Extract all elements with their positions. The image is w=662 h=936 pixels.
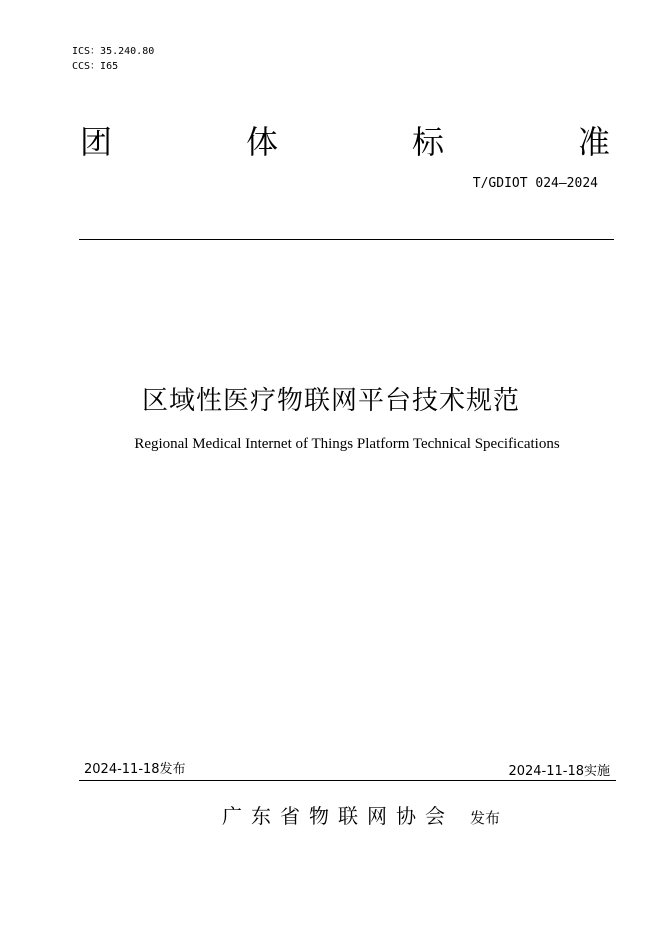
classification-codes bbox=[72, 44, 154, 74]
document-title-chinese: 区域性医疗物联网平台技术规范 bbox=[141, 386, 520, 416]
standard-type-heading bbox=[80, 118, 610, 162]
bottom-divider bbox=[79, 780, 616, 781]
document-title-english: Regional Medical Internet of Things Platform Technical Specifications bbox=[134, 436, 560, 452]
standard-type-char: 标 bbox=[411, 123, 444, 161]
standard-type-char: 准 bbox=[577, 123, 610, 161]
publish-date: 2024-11-18发布 bbox=[84, 762, 186, 777]
issuer-action: 发布 bbox=[470, 809, 501, 827]
ccs-code: CCS：I65 bbox=[72, 61, 119, 72]
implementation-date: 2024-11-18实施 bbox=[508, 764, 610, 779]
issuer-name: 广东省物联网协会 bbox=[222, 804, 454, 828]
standard-number: T/GDIOT 024—2024 bbox=[472, 176, 598, 191]
standard-type-char: 体 bbox=[245, 123, 278, 161]
top-divider bbox=[79, 239, 614, 240]
ics-code: ICS：35.240.80 bbox=[72, 46, 155, 57]
issuer-line bbox=[222, 800, 500, 829]
standard-type-char: 团 bbox=[80, 123, 113, 161]
